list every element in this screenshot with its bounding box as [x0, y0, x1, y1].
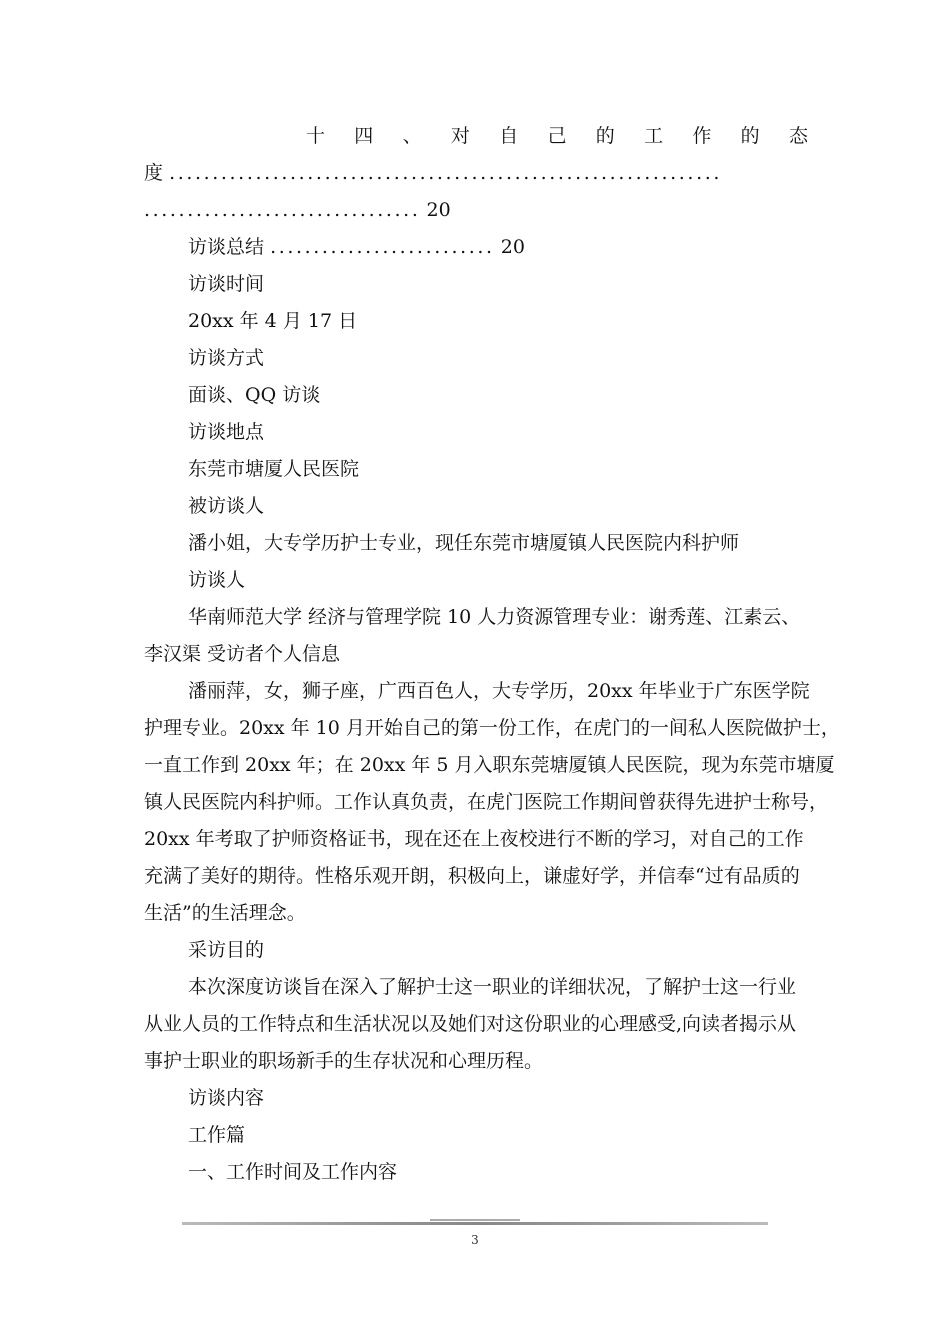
toc-heading-char: 十 [306, 125, 326, 147]
profile-line: 生活”的生活理念。 [144, 902, 306, 924]
purpose-line: 本次深度访谈旨在深入了解护士这一职业的详细状况，了解护士这一行业 [188, 976, 797, 998]
toc-heading-continuation [144, 155, 808, 192]
toc-heading-line[interactable] [144, 118, 808, 155]
purpose-line: 从业人员的工作特点和生活状况以及她们对这份职业的心理感受,向读者揭示从 [144, 1013, 797, 1035]
interviewer-line: 华南师范大学 经济与管理学院 10 人力资源管理专业：谢秀莲、江素云、 [188, 606, 801, 628]
toc-heading-tail: 度 [144, 162, 164, 184]
section-heading: 工作篇 [188, 1124, 246, 1146]
toc-heading-char: 对 [450, 125, 470, 147]
paragraph: 面谈、QQ 访谈 [188, 384, 321, 406]
interviewer-line: 李汉渠 受访者个人信息 [144, 643, 341, 665]
profile-line: 潘丽萍，女，狮子座，广西百色人，大专学历，20xx 年毕业于广东医学院 [188, 680, 810, 702]
paragraph: 20xx 年 4 月 17 日 [188, 310, 358, 332]
document-body [144, 118, 840, 1191]
paragraph: 东莞市塘厦人民医院 [188, 458, 360, 480]
toc-leader-dots: .......................... [270, 236, 495, 258]
toc-entry-summary[interactable] [144, 229, 808, 266]
paragraph: 访谈时间 [188, 273, 265, 295]
paragraph: 访谈人 [188, 569, 246, 591]
section-heading: 访谈内容 [188, 1087, 265, 1109]
profile-line: 一直工作到 20xx 年；在 20xx 年 5 月入职东莞塘厦镇人民医院，现为东莞市塘厦 [144, 754, 835, 776]
toc-page-number: 20 [500, 236, 525, 258]
section-heading: 一、工作时间及工作内容 [188, 1161, 398, 1183]
toc-heading-char: 的 [595, 125, 615, 147]
paragraph: 被访谈人 [188, 495, 265, 517]
toc-heading-char: 态 [788, 125, 808, 147]
page-number: 3 [471, 1233, 479, 1247]
paragraph: 访谈方式 [188, 347, 265, 369]
profile-line: 20xx 年考取了护师资格证书，现在还在上夜校进行不断的学习，对自己的工作 [144, 828, 804, 850]
toc-heading-char: 自 [499, 125, 519, 147]
profile-line: 镇人民医院内科护师。工作认真负责，在虎门医院工作期间曾获得先进护士称号， [144, 791, 829, 813]
toc-entry-label: 访谈总结 [188, 236, 265, 258]
toc-heading-char: 、 [402, 125, 422, 147]
toc-heading-char: 工 [644, 125, 664, 147]
profile-line: 充满了美好的期待。性格乐观开朗，积极向上，谦虚好学，并信奉“过有品质的 [144, 865, 800, 887]
toc-heading-char: 四 [354, 125, 374, 147]
toc-heading-char: 己 [547, 125, 567, 147]
toc-page-number: 20 [426, 199, 451, 221]
paragraph: 潘小姐，大专学历护士专业，现任东莞市塘厦镇人民医院内科护师 [188, 532, 740, 554]
toc-leader-dots: ................................ [144, 199, 421, 221]
paragraph: 访谈地点 [188, 421, 265, 443]
section-heading-purpose: 采访目的 [188, 939, 265, 961]
purpose-line: 事护士职业的职场新手的生存状况和心理历程。 [144, 1050, 544, 1072]
toc-heading-char: 的 [740, 125, 760, 147]
footer-rule [182, 1222, 768, 1225]
footer-rule-accent [430, 1219, 520, 1221]
toc-heading-char: 作 [692, 125, 712, 147]
toc-leader-dots: ................................................................ [169, 162, 722, 184]
toc-heading-page-line [144, 192, 808, 229]
profile-line: 护理专业。20xx 年 10 月开始自己的第一份工作，在虎门的一间私人医院做护士， [144, 717, 840, 739]
